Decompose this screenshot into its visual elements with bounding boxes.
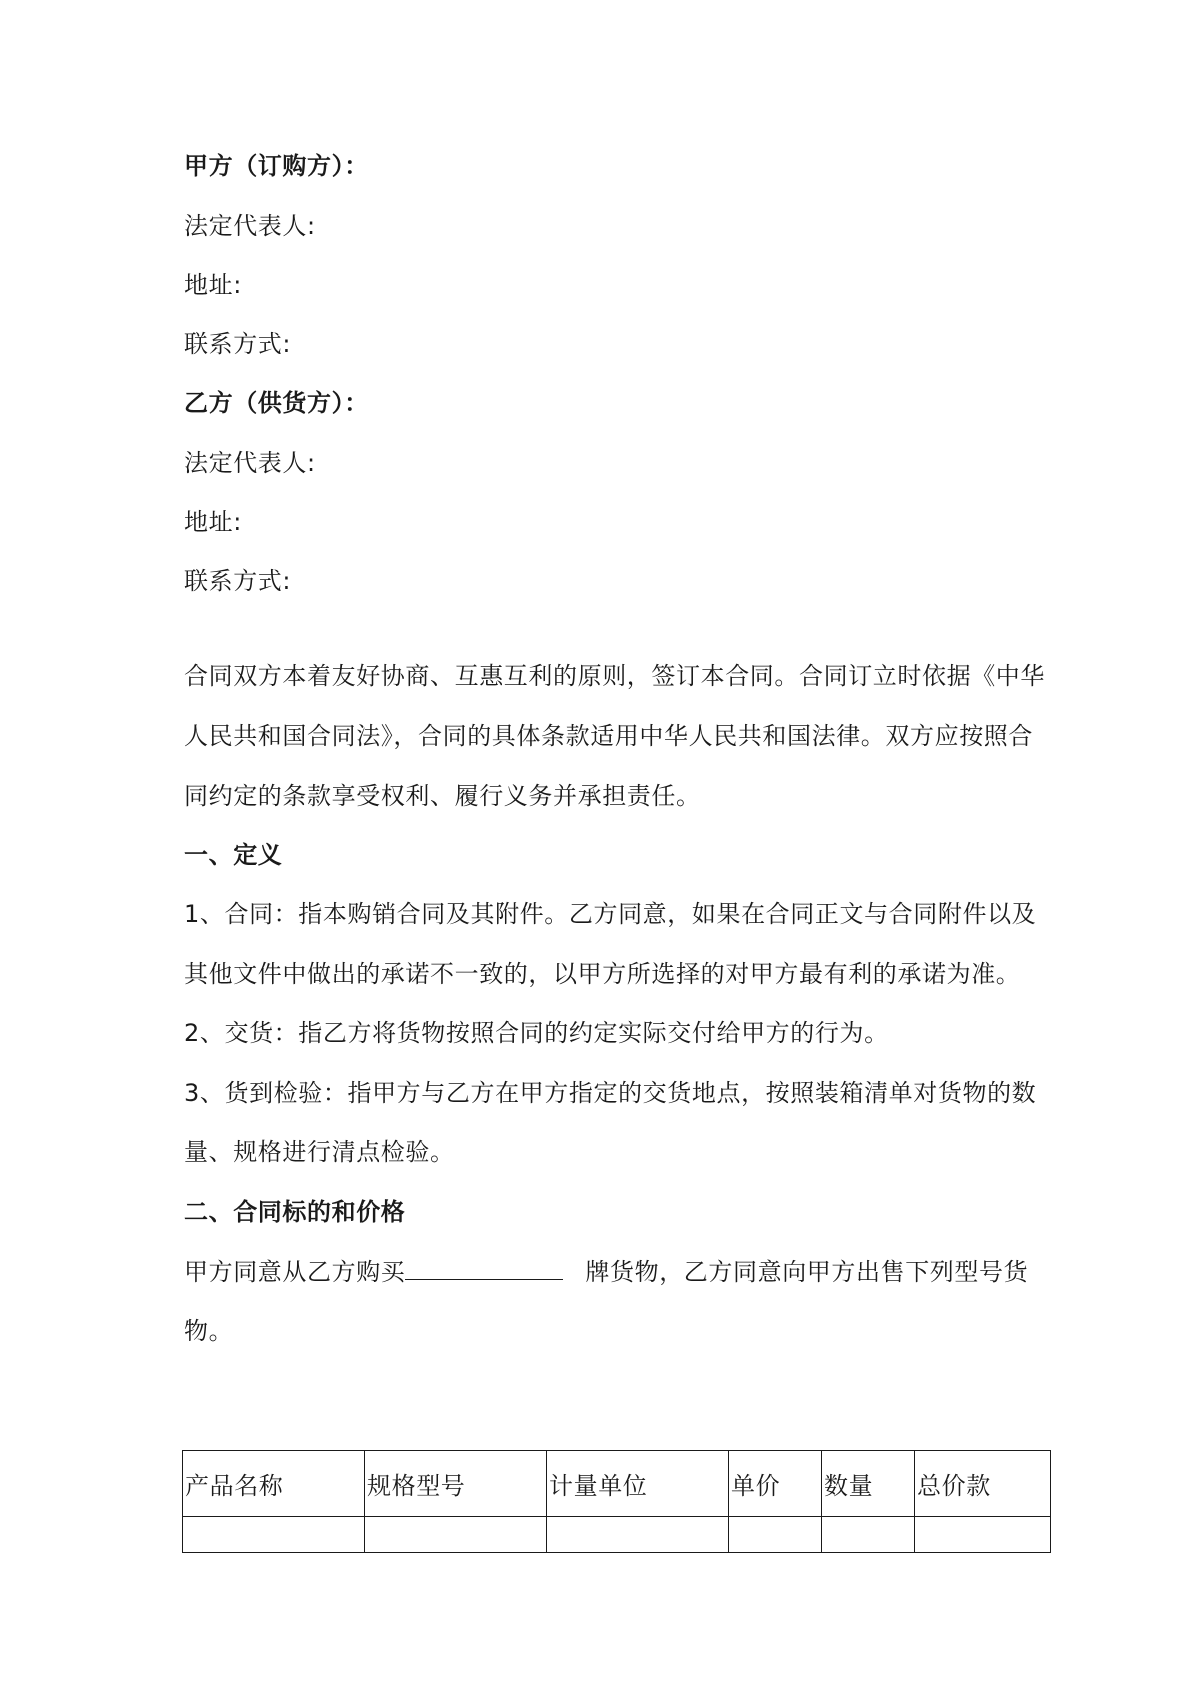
table-cell[interactable] [915,1517,1051,1553]
purchase-paragraph-line-1 [184,1257,1028,1287]
preamble-line-1: 合同双方本着友好协商、互惠互利的原则，签订本合同。合同订立时依据《中华 [184,662,1045,690]
table-row [183,1517,1051,1553]
preamble-line-3: 同约定的条款享受权利、履行义务并承担责任。 [184,782,701,810]
header-quantity: 数量 [822,1451,915,1517]
goods-table [182,1450,1051,1553]
party-b-representative: 法定代表人: [184,449,316,477]
header-total-price: 总价款 [915,1451,1051,1517]
section-2-heading: 二、合同标的和价格 [184,1198,406,1226]
header-product-name: 产品名称 [183,1451,365,1517]
party-a-heading: 甲方（订购方）： [184,152,369,180]
party-b-contact: 联系方式: [184,567,292,595]
purchase-text-after-blank: 牌货物，乙方同意向甲方出售下列型号货 [585,1258,1029,1286]
table-cell[interactable] [547,1517,729,1553]
table-cell[interactable] [822,1517,915,1553]
header-spec-model: 规格型号 [365,1451,547,1517]
section-1-heading: 一、定义 [184,841,283,869]
header-unit-price: 单价 [729,1451,822,1517]
definition-3-line-2: 量、规格进行清点检验。 [184,1138,455,1166]
table-cell[interactable] [729,1517,822,1553]
brand-blank-field[interactable] [405,1257,563,1280]
table-cell[interactable] [365,1517,547,1553]
definition-1-line-2: 其他文件中做出的承诺不一致的，以甲方所选择的对甲方最有利的承诺为准。 [184,960,1021,988]
party-b-heading: 乙方（供货方）： [184,389,369,417]
header-unit: 计量单位 [547,1451,729,1517]
table-cell[interactable] [183,1517,365,1553]
party-b-address: 地址: [184,508,242,536]
party-a-address: 地址: [184,271,242,299]
definition-1-line-1: 1、合同：指本购销合同及其附件。乙方同意，如果在合同正文与合同附件以及 [184,900,1037,928]
table-header-row [183,1451,1051,1517]
party-a-contact: 联系方式: [184,330,292,358]
purchase-paragraph-line-2: 物。 [184,1317,234,1345]
definition-3-line-1: 3、货到检验：指甲方与乙方在甲方指定的交货地点，按照装箱清单对货物的数 [184,1079,1037,1107]
purchase-text-before-blank: 甲方同意从乙方购买 [184,1258,406,1286]
preamble-line-2: 人民共和国合同法》，合同的具体条款适用中华人民共和国法律。双方应按照合 [184,722,1033,750]
definition-2: 2、交货：指乙方将货物按照合同的约定实际交付给甲方的行为。 [184,1019,889,1047]
party-a-representative: 法定代表人: [184,212,316,240]
